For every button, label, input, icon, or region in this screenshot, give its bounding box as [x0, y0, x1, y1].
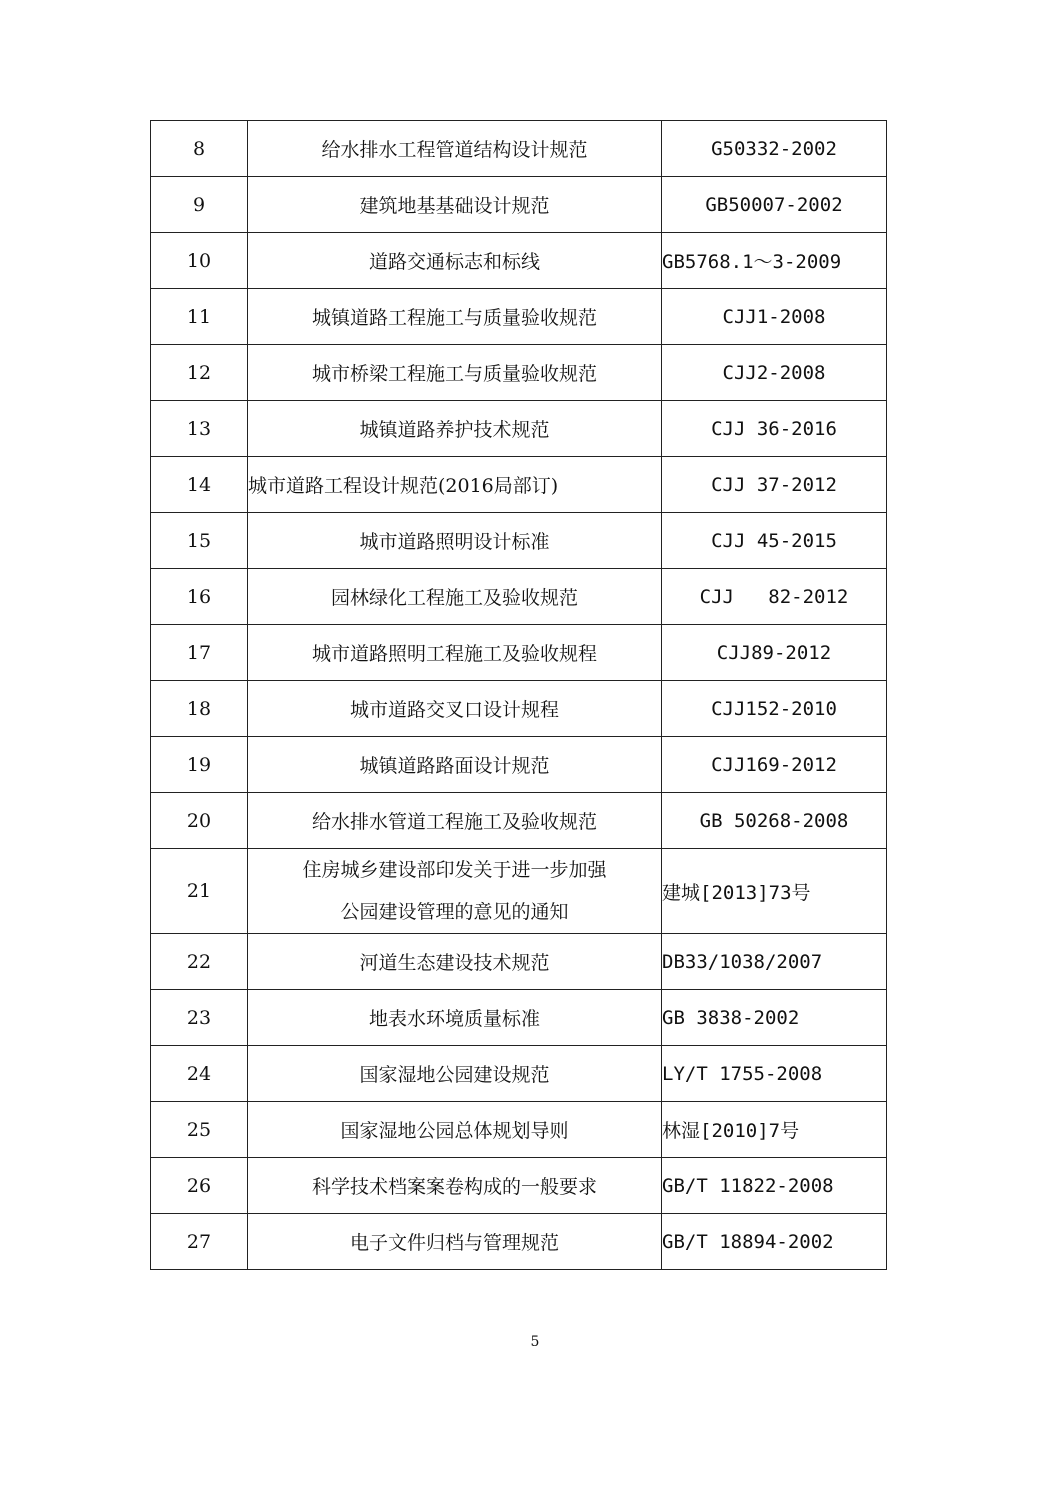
standard-code: DB33/1038/2007	[662, 934, 887, 990]
standard-name: 国家湿地公园建设规范	[248, 1046, 662, 1102]
standards-table	[150, 120, 887, 1270]
standard-name-line: 住房城乡建设部印发关于进一步加强	[302, 859, 607, 881]
row-number: 27	[151, 1214, 248, 1270]
standard-name: 城市道路照明设计标准	[248, 513, 662, 569]
table-row	[151, 849, 887, 934]
standard-name: 国家湿地公园总体规划导则	[248, 1102, 662, 1158]
standard-code: 建城[2013]73号	[662, 849, 887, 934]
table-row	[151, 233, 887, 289]
row-number: 15	[151, 513, 248, 569]
standard-code: GB5768.1～3-2009	[662, 233, 887, 289]
row-number: 20	[151, 793, 248, 849]
row-number: 18	[151, 681, 248, 737]
row-number: 26	[151, 1158, 248, 1214]
row-number: 12	[151, 345, 248, 401]
standard-name: 给水排水工程管道结构设计规范	[248, 121, 662, 177]
table-row	[151, 569, 887, 625]
standard-name: 城镇道路路面设计规范	[248, 737, 662, 793]
table-row	[151, 1214, 887, 1270]
standard-name: 城市道路交叉口设计规程	[248, 681, 662, 737]
standard-code: CJJ169-2012	[662, 737, 887, 793]
table-row	[151, 1102, 887, 1158]
standard-code: GB 50268-2008	[662, 793, 887, 849]
row-number: 21	[151, 849, 248, 934]
standard-name	[248, 849, 662, 934]
table-row	[151, 177, 887, 233]
row-number: 14	[151, 457, 248, 513]
standard-code: GB/T 11822-2008	[662, 1158, 887, 1214]
table-row	[151, 457, 887, 513]
standard-code: GB/T 18894-2002	[662, 1214, 887, 1270]
standard-name: 建筑地基基础设计规范	[248, 177, 662, 233]
standard-code: CJJ89-2012	[662, 625, 887, 681]
standard-code: CJJ 82-2012	[662, 569, 887, 625]
row-number: 25	[151, 1102, 248, 1158]
standard-code: CJJ1-2008	[662, 289, 887, 345]
row-number: 13	[151, 401, 248, 457]
row-number: 19	[151, 737, 248, 793]
standard-name: 电子文件归档与管理规范	[248, 1214, 662, 1270]
table-row	[151, 934, 887, 990]
row-number: 17	[151, 625, 248, 681]
row-number: 11	[151, 289, 248, 345]
standard-name: 科学技术档案案卷构成的一般要求	[248, 1158, 662, 1214]
standard-code: CJJ2-2008	[662, 345, 887, 401]
row-number: 24	[151, 1046, 248, 1102]
standard-code: CJJ 36-2016	[662, 401, 887, 457]
row-number: 10	[151, 233, 248, 289]
table-row	[151, 681, 887, 737]
table-row	[151, 289, 887, 345]
table-row	[151, 401, 887, 457]
table-row	[151, 1158, 887, 1214]
standard-name: 城镇道路工程施工与质量验收规范	[248, 289, 662, 345]
table-row	[151, 345, 887, 401]
standard-name: 给水排水管道工程施工及验收规范	[248, 793, 662, 849]
table-row	[151, 793, 887, 849]
row-number: 16	[151, 569, 248, 625]
table-row	[151, 625, 887, 681]
standard-name: 城镇道路养护技术规范	[248, 401, 662, 457]
row-number: 22	[151, 934, 248, 990]
standard-name: 城市桥梁工程施工与质量验收规范	[248, 345, 662, 401]
standard-code: LY/T 1755-2008	[662, 1046, 887, 1102]
standard-name: 河道生态建设技术规范	[248, 934, 662, 990]
table-row	[151, 121, 887, 177]
standard-code: GB50007-2002	[662, 177, 887, 233]
table-row	[151, 737, 887, 793]
row-number: 9	[151, 177, 248, 233]
standard-name: 城市道路照明工程施工及验收规程	[248, 625, 662, 681]
standard-name: 道路交通标志和标线	[248, 233, 662, 289]
standard-name: 地表水环境质量标准	[248, 990, 662, 1046]
table-row	[151, 1046, 887, 1102]
standard-code: CJJ 37-2012	[662, 457, 887, 513]
standard-code: CJJ152-2010	[662, 681, 887, 737]
row-number: 8	[151, 121, 248, 177]
standard-name: 城市道路工程设计规范(2016局部订)	[248, 457, 662, 513]
standard-name-line: 公园建设管理的意见的通知	[340, 901, 569, 923]
page-number: 5	[530, 1334, 540, 1350]
table-row	[151, 990, 887, 1046]
standard-code: CJJ 45-2015	[662, 513, 887, 569]
standard-code: 林湿[2010]7号	[662, 1102, 887, 1158]
row-number: 23	[151, 990, 248, 1046]
table-row	[151, 513, 887, 569]
standard-name: 园林绿化工程施工及验收规范	[248, 569, 662, 625]
standard-code: GB 3838-2002	[662, 990, 887, 1046]
standard-code: G50332-2002	[662, 121, 887, 177]
